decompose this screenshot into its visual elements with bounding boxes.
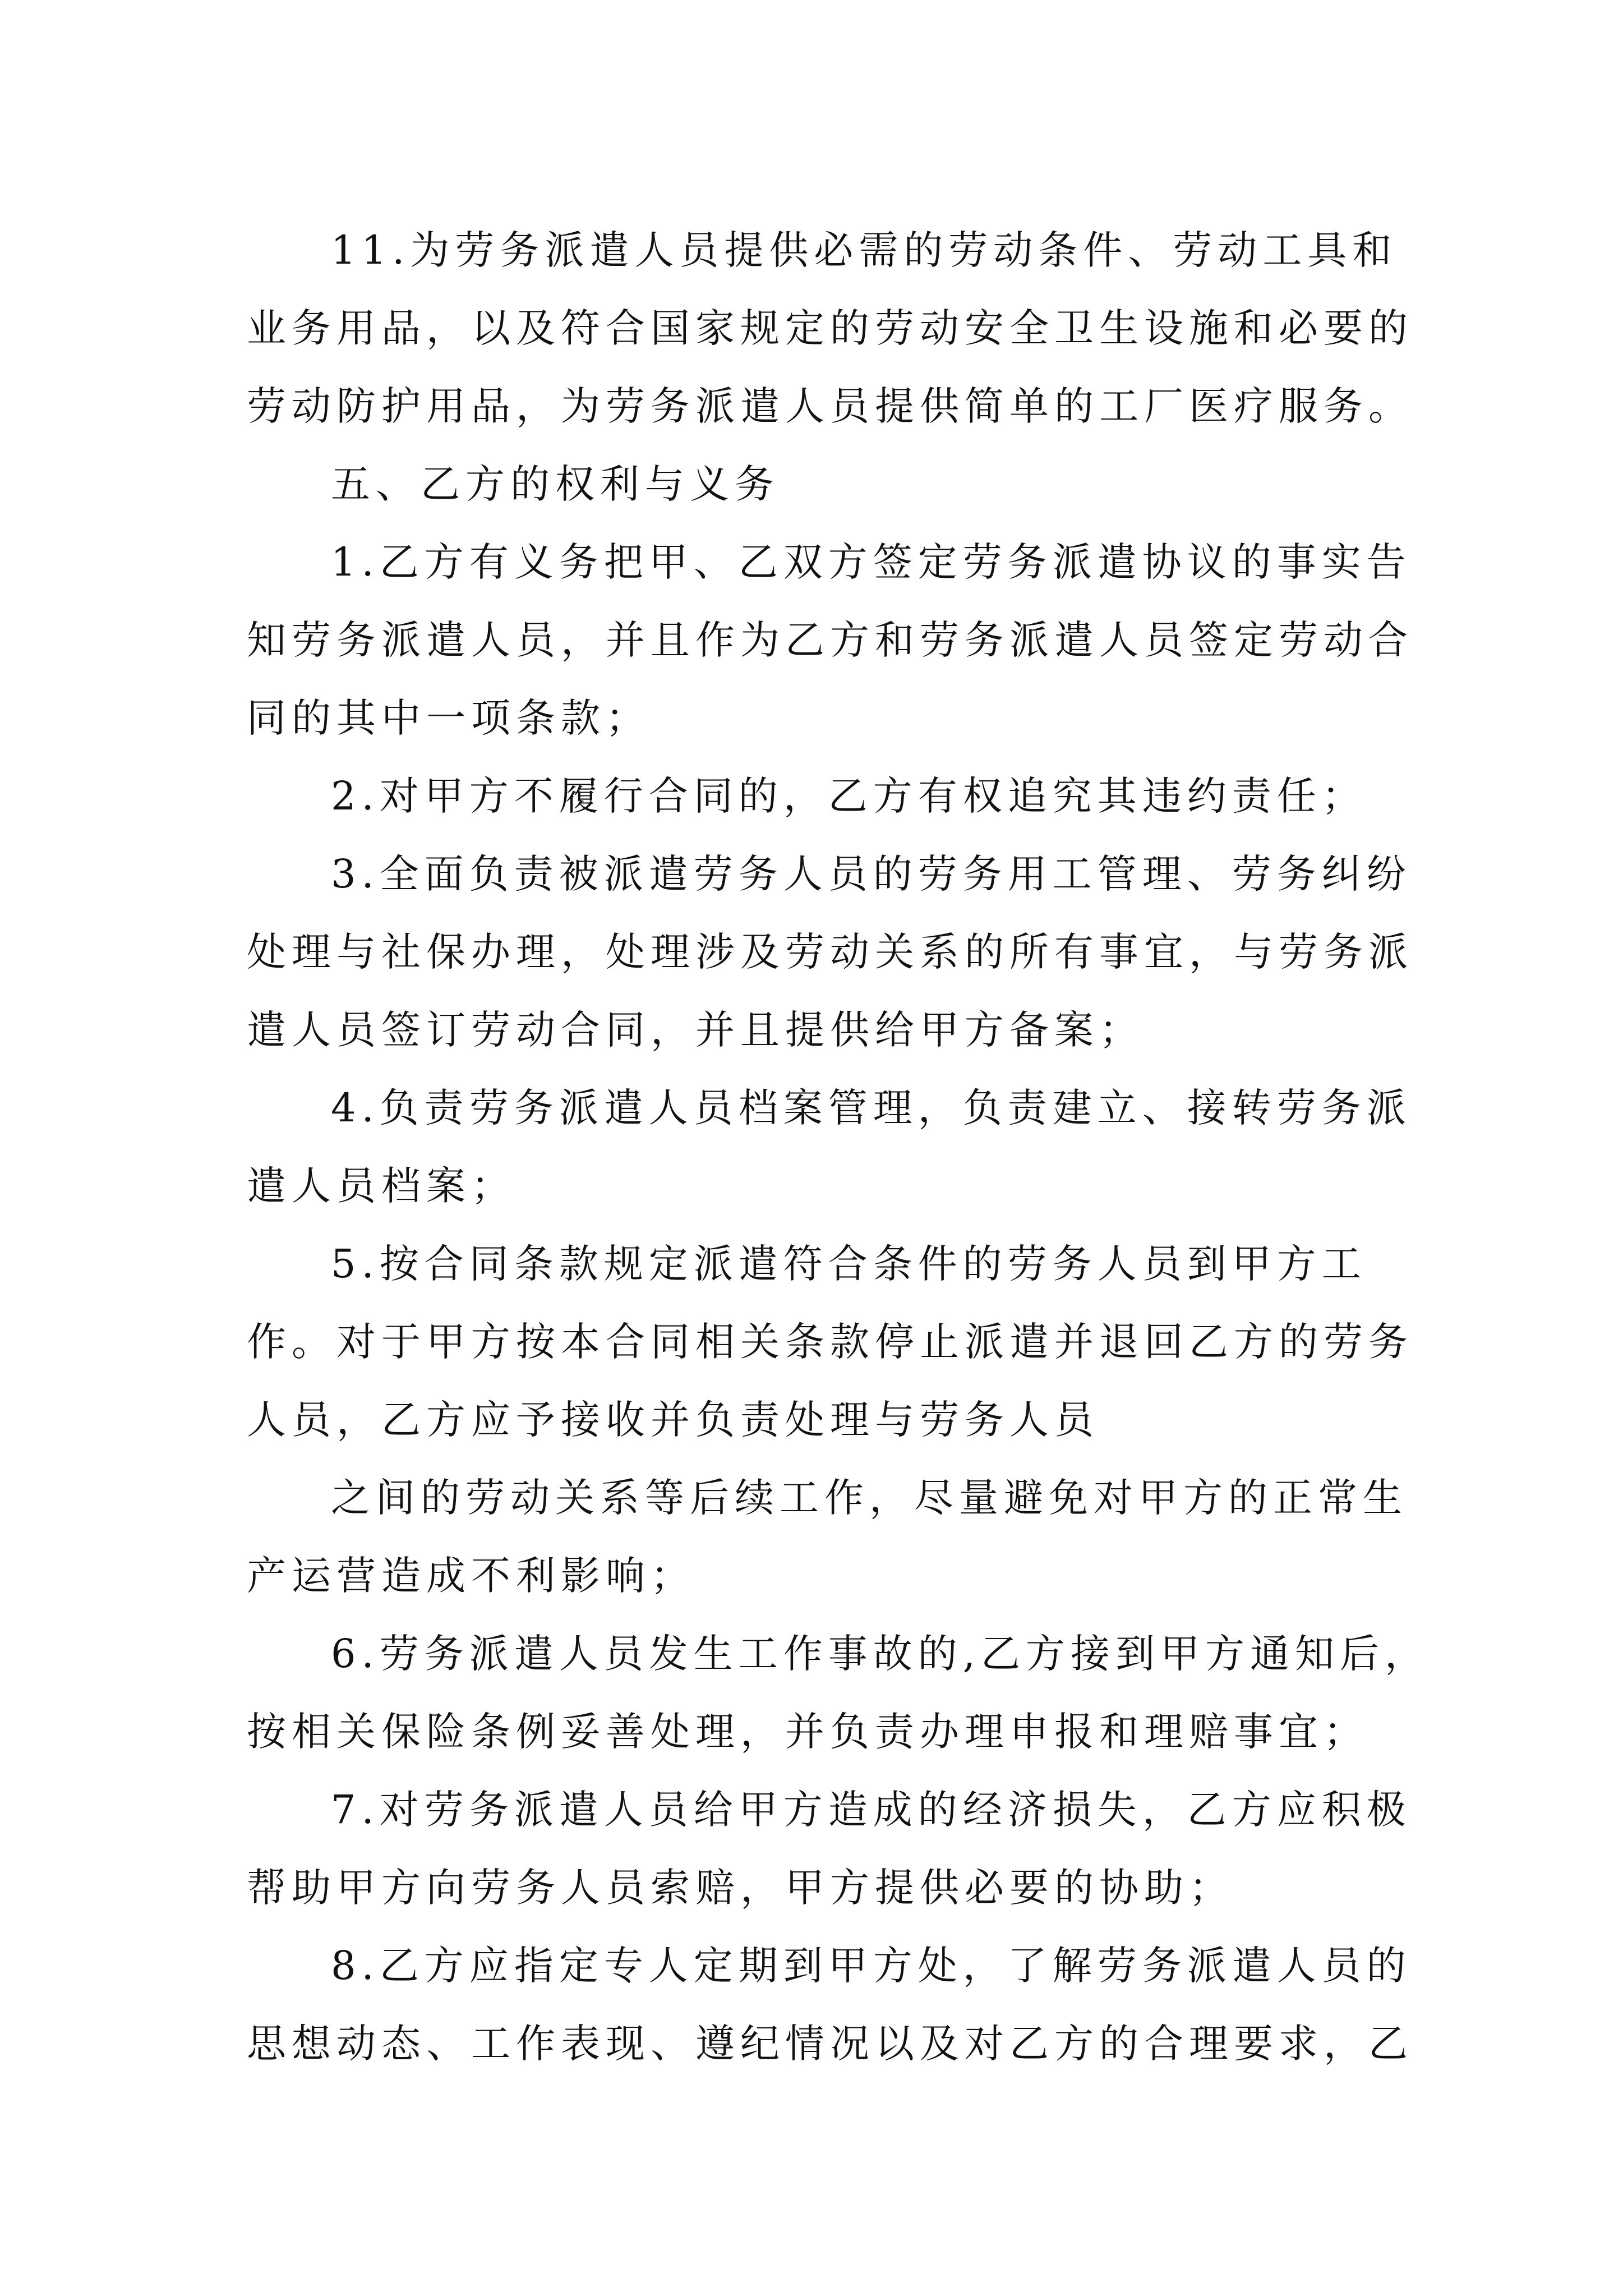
text-line: 6.劳务派遣人员发生工作事故的,乙方接到甲方通知后，: [331, 1631, 1430, 1677]
text-line: 3.全面负责被派遣劳务人员的劳务用工管理、劳务纠纷: [331, 851, 1412, 897]
text-line: 11.为劳务派遣人员提供必需的劳动条件、劳动工具和: [331, 227, 1398, 273]
text-line: 5.按合同条款规定派遣符合条件的劳务人员到甲方工: [331, 1241, 1367, 1287]
text-line: 2.对甲方不履行合同的，乙方有权追究其违约责任；: [331, 773, 1367, 819]
text-line: 1.乙方有义务把甲、乙双方签定劳务派遣协议的事实告: [331, 539, 1412, 585]
text-line: 7.对劳务派遣人员给甲方造成的经济损失，乙方应积极: [331, 1787, 1412, 1833]
text-line: 人员，乙方应予接收并负责处理与劳务人员: [247, 1397, 1099, 1443]
text-line: 产运营造成不利影响；: [247, 1553, 695, 1599]
text-line: 劳动防护用品，为劳务派遣人员提供简单的工厂医疗服务。: [247, 383, 1413, 429]
text-line: 4.负责劳务派遣人员档案管理，负责建立、接转劳务派: [331, 1085, 1412, 1131]
text-line: 遣人员档案；: [247, 1163, 516, 1209]
text-line: 遣人员签订劳动合同，并且提供给甲方备案；: [247, 1007, 1144, 1053]
section-heading: 五、乙方的权利与义务: [331, 461, 780, 507]
text-line: 帮助甲方向劳务人员索赔，甲方提供必要的协助；: [247, 1865, 1234, 1911]
text-line: 之间的劳动关系等后续工作，尽量避免对甲方的正常生: [331, 1475, 1408, 1521]
text-line: 业务用品，以及符合国家规定的劳动安全卫生设施和必要的: [247, 305, 1413, 351]
text-line: 处理与社保办理，处理涉及劳动关系的所有事宜，与劳务派: [247, 929, 1413, 975]
text-line: 作。对于甲方按本合同相关条款停止派遣并退回乙方的劳务: [247, 1319, 1413, 1365]
text-line: 知劳务派遣人员，并且作为乙方和劳务派遣人员签定劳动合: [247, 617, 1413, 663]
text-line: 思想动态、工作表现、遵纪情况以及对乙方的合理要求，乙: [247, 2021, 1413, 2067]
text-line: 8.乙方应指定专人定期到甲方处，了解劳务派遣人员的: [331, 1943, 1412, 1989]
document-body: [247, 211, 1430, 2083]
text-line: 按相关保险条例妥善处理，并负责办理申报和理赔事宜；: [247, 1709, 1368, 1755]
text-line: 同的其中一项条款；: [247, 695, 651, 741]
